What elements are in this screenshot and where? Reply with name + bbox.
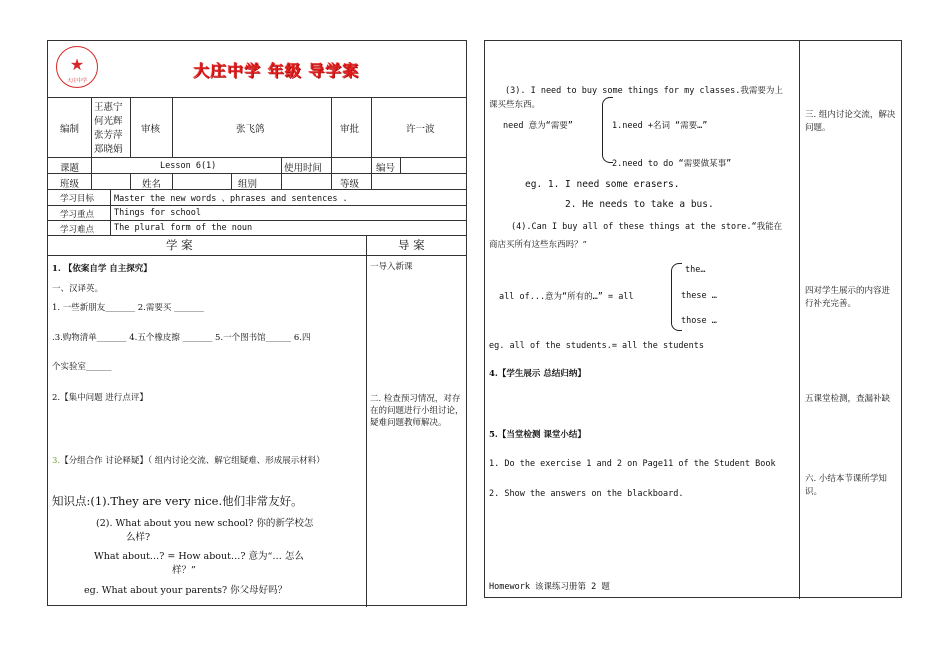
section-5: 5.【当堂检测 课堂小结】 [489, 430, 586, 440]
need-usage-2: 2.need to do “需要做某事” [612, 159, 732, 169]
knowledge-4: eg. What about your parents? 你父母好吗？ [84, 585, 288, 596]
goal-label: 学习目标 [60, 194, 95, 204]
editor-4: 郑晓娟 [94, 144, 123, 155]
exercise-1: 1. Do the exercise 1 and 2 on Page11 of the Student Book [489, 459, 776, 469]
knowledge-2a: (2). What about you new school? 你的新学校怎 [96, 518, 314, 529]
guide-6: 六. 小结本节课所学知识。 [805, 474, 887, 497]
goal: Master the new words 、phrases and sentences . [114, 194, 348, 204]
approver: 许一波 [406, 124, 435, 135]
section-1: 1. 【依案自学 自主探究】 [52, 264, 152, 274]
knowledge-1: 知识点:(1).They are very nice.他们非常友好。 [52, 494, 303, 508]
guide-1: 一导入新课 [370, 262, 413, 272]
group-label: 组别 [238, 179, 258, 190]
question-2: .3.购物清单_______ 4.五个橡皮擦 _______ 5.一个图书馆______ 6.四 [52, 333, 311, 343]
point-4b: 商店买所有这些东西吗？” [489, 240, 587, 250]
study-header: 学 案 [166, 238, 193, 252]
reviewer: 张飞鸽 [236, 124, 265, 135]
point-4a: (4).Can I buy all of these things at the store.“我能在 [511, 222, 783, 232]
knowledge-2b: 么样? [126, 532, 151, 543]
example-3: eg. all of the students.= all the students [489, 341, 704, 351]
point-3a: (3). I need to buy some things for my classes.我需要为上 [505, 86, 783, 96]
knowledge-3a: What about…? = How about…? 意为“… 怎么 [94, 551, 304, 562]
guide-2: 二. 检查预习情况，对存在的问题进行小组讨论，疑难问题教师解决。 [370, 394, 464, 428]
stamp-text: 大庄中学 [66, 78, 87, 84]
exercise-2: 2. Show the answers on the blackboard. [489, 489, 684, 499]
section-1a: 一、汉译英。 [52, 284, 104, 294]
option-1: the… [685, 265, 706, 275]
point-3b: 课买些东西。 [489, 100, 541, 110]
editor-label: 编制 [60, 124, 80, 135]
knowledge-3b: 样？” [172, 565, 196, 576]
left-page [47, 40, 467, 606]
difficulty: The plural form of the noun [114, 223, 253, 233]
page-title: 大庄中学 年级 导学案 [193, 61, 360, 80]
difficulty-label: 学习难点 [60, 225, 95, 235]
right-page [484, 40, 902, 598]
example-1: eg. 1. I need some erasers. [525, 179, 680, 190]
editor-3: 张芳萍 [94, 130, 123, 141]
guide-5: 五课堂检测，查漏补缺 [805, 394, 891, 404]
need-usage-1: 1.need +名词 “需要…” [612, 121, 708, 131]
all-of-meaning: all of...意为“所有的…” = all [499, 292, 634, 302]
focus-label: 学习重点 [60, 210, 95, 220]
approve-label: 审批 [340, 124, 360, 135]
class-label: 班级 [60, 179, 80, 190]
section-3-number: 3. [52, 456, 61, 466]
editor-1: 王惠宁 [94, 102, 123, 113]
star-icon: ★ [69, 55, 85, 74]
option-3: those … [681, 316, 717, 326]
homework: Homework 该课练习册第 2 题 [489, 582, 610, 592]
grade-label: 等级 [340, 179, 360, 190]
time-label: 使用时间 [284, 163, 323, 174]
section-3-text: 【分组合作 讨论释疑】（ 组内讨论交流、解它组疑难、形成展示材料） [60, 456, 325, 466]
guide-header: 导 案 [398, 238, 425, 252]
question-3: 个实验室______ [52, 362, 112, 372]
section-2: 2.【集中问题 进行点评】 [52, 393, 148, 403]
topic: Lesson 6(1) [160, 161, 217, 171]
guide-3: 三. 组内讨论交流，解决问题。 [805, 110, 896, 133]
school-stamp [56, 46, 98, 88]
question-1: 1. 一些新朋友_______ 2.需要买 _______ [52, 303, 204, 313]
editor-2: 何光辉 [94, 116, 123, 127]
focus: Things for school [114, 208, 201, 218]
need-meaning: need 意为“需要” [503, 121, 573, 131]
section-4: 4.【学生展示 总结归纳】 [489, 369, 586, 379]
option-2: these … [681, 291, 717, 301]
name-label: 姓名 [142, 179, 162, 190]
review-label: 审核 [141, 124, 161, 135]
section-3 [52, 455, 360, 467]
example-2: 2. He needs to take a bus. [565, 199, 714, 210]
guide-4: 四对学生展示的内容进行补充完善。 [805, 286, 891, 309]
topic-label: 课题 [60, 163, 80, 174]
number-label: 编号 [376, 163, 396, 174]
